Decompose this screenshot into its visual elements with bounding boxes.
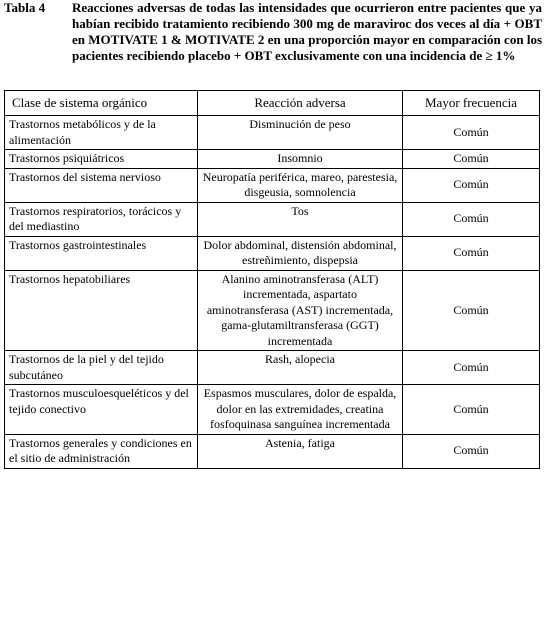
table-header-row [5,91,540,116]
adverse-reaction-cell: Dolor abdominal, distensión abdominal, estreñimiento, dispepsia [198,236,403,270]
header-organ-class: Clase de sistema orgánico [5,91,198,116]
table-row [5,236,540,270]
table-row [5,434,540,468]
frequency-cell: Común [403,385,540,435]
adverse-reaction-cell: Neuropatía periférica, mareo, parestesia, disgeusia, somnolencia [198,168,403,202]
table-caption [4,0,542,64]
adverse-reaction-cell: Alanino aminotransferasa (ALT) incrementada, aspartato aminotransferasa (AST) incrementada, gama-glutamiltransferasa (GGT) incrementada [198,270,403,351]
organ-class-cell: Trastornos gastrointestinales [5,236,198,270]
table-title: Reacciones adversas de todas las intensidades que ocurrieron entre pacientes que ya habían recibido tratamiento recibiendo 300 mg de maraviroc dos veces al día + OBT en MOTIVATE 1 & MOTIVATE 2 en una proporción mayor en comparación con los pacientes recibiendo placebo + OBT exclusivamente con una incidencia de ≥ 1% [72,0,542,63]
organ-class-cell: Trastornos respiratorios, torácicos y del mediastino [5,202,198,236]
organ-class-cell: Trastornos psiquiátricos [5,150,198,169]
organ-class-cell: Trastornos musculoesqueléticos y del tejido conectivo [5,385,198,435]
frequency-cell: Común [403,150,540,169]
frequency-cell: Común [403,202,540,236]
table-row [5,168,540,202]
frequency-cell: Común [403,168,540,202]
organ-class-cell: Trastornos metabólicos y de la alimentación [5,116,198,150]
header-adverse-reaction: Reacción adversa [198,91,403,116]
table-row [5,351,540,385]
header-frequency: Mayor frecuencia [403,91,540,116]
organ-class-cell: Trastornos hepatobiliares [5,270,198,351]
adverse-reaction-cell: Astenia, fatiga [198,434,403,468]
table-row [5,385,540,435]
table-row [5,150,540,169]
table-row [5,116,540,150]
frequency-cell: Común [403,270,540,351]
adverse-reactions-table [4,90,540,469]
table-number: Tabla 4 [4,0,46,15]
frequency-cell: Común [403,351,540,385]
frequency-cell: Común [403,116,540,150]
frequency-cell: Común [403,236,540,270]
adverse-reaction-cell: Disminución de peso [198,116,403,150]
table-row [5,202,540,236]
organ-class-cell: Trastornos del sistema nervioso [5,168,198,202]
table-row [5,270,540,351]
organ-class-cell: Trastornos generales y condiciones en el sitio de administración [5,434,198,468]
adverse-reaction-cell: Insomnio [198,150,403,169]
adverse-reaction-cell: Espasmos musculares, dolor de espalda, dolor en las extremidades, creatina fosfoquinasa sanguínea incrementada [198,385,403,435]
frequency-cell: Común [403,434,540,468]
organ-class-cell: Trastornos de la piel y del tejido subcutáneo [5,351,198,385]
adverse-reaction-cell: Tos [198,202,403,236]
adverse-reaction-cell: Rash, alopecia [198,351,403,385]
